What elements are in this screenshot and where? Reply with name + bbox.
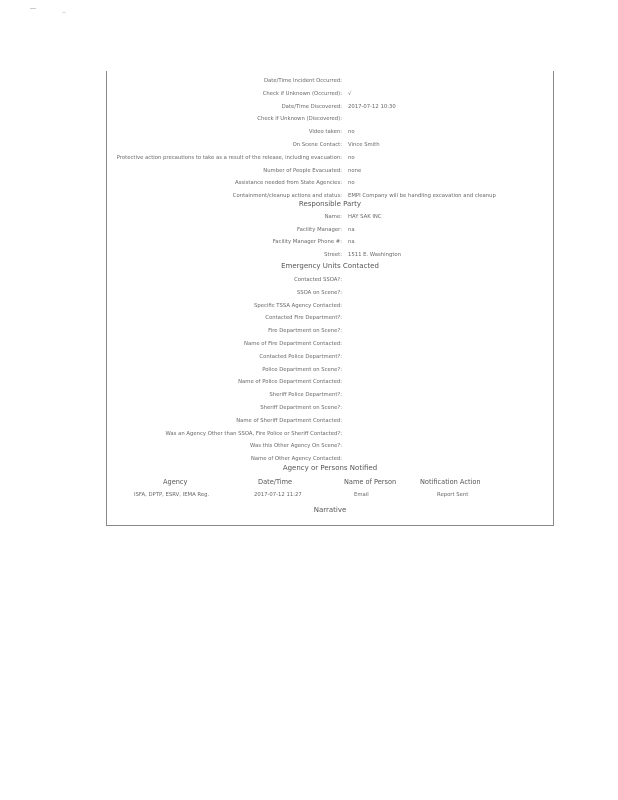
field-value: no [348,180,355,187]
field-value: 2017-07-12 10:30 [348,103,396,110]
field-label: Check if Unknown (Discovered): [257,116,342,123]
table-cell-datetime: 2017-07-12 11:27 [254,492,302,498]
table-cell-action: Report Sent [437,492,469,498]
form-row [0,440,618,452]
form-row [0,249,618,261]
field-label: Check if Unknown (Occurred): [262,90,342,97]
field-value: √ [348,90,352,97]
field-label: Date/Time Discovered: [281,103,342,110]
field-label: Name of Other Agency Contacted: [250,456,342,463]
field-label: Video taken: [308,129,342,136]
field-label: Sheriff Police Department?: [269,392,342,399]
form-row [0,139,618,151]
form-row [0,376,618,388]
field-value: HAY SAK INC [348,214,382,220]
field-label: Street: [324,251,342,258]
form-row [0,101,618,113]
field-label: Was an Agency Other than SSOA, Fire Police or Sheriff Contacted?: [165,430,342,437]
field-value: na [348,239,355,245]
field-label: Facility Manager Phone #: [272,239,342,245]
form-row [0,402,618,414]
field-label: Specific TSSA Agency Contacted: [253,302,342,309]
form-row [0,113,618,125]
column-header-agency: Agency [163,478,188,486]
field-label: Number of People Evacuated: [263,167,342,174]
field-value: no [348,154,355,161]
table-cell-person: Email [354,492,369,498]
field-label: Assistance needed from State Agencies: [235,180,342,187]
field-label: Police Department on Scene?: [262,366,342,373]
field-value: na [348,226,355,233]
field-label: Contacted Fire Department?: [265,315,342,322]
form-row [0,300,618,312]
field-value: EMPI Company will be handling excavation and cleanup [348,193,496,200]
field-label: Facility Manager: [297,226,342,233]
field-label: Contacted Police Department?: [259,353,342,360]
form-row [0,236,618,248]
form-row [0,389,618,401]
field-label: Contacted SSOA?: [294,277,342,283]
emergency-units-heading: Emergency Units Contacted [281,262,379,270]
field-label: Containment/cleanup actions and status: [232,193,342,200]
form-row [0,415,618,427]
column-header-action: Notification Action [420,478,481,486]
field-value: none [348,167,362,174]
form-row [0,88,618,100]
scan-mark [62,12,66,13]
form-row [0,312,618,324]
field-label: Was this Other Agency On Scene?: [250,443,342,450]
form-row [0,177,618,189]
form-row [0,211,618,223]
field-label: Name of Police Department Contacted: [238,379,342,386]
field-label: Date/Time Incident Occurred: [263,78,342,84]
field-value: 1511 E. Washington [348,251,402,258]
form-row [0,274,618,286]
form-row [0,428,618,440]
field-label: Name of Fire Department Contacted: [244,341,342,347]
form-row [0,351,618,363]
form-row [0,325,618,337]
form-row [0,165,618,177]
scan-mark [30,8,36,9]
field-label: On Scene Contact: [292,142,342,148]
form-row [0,287,618,299]
form-row [0,75,618,87]
field-label: Protective action precautions to take as a result of the release, including evacuation: [116,154,342,161]
field-label: SSOA on Scene?: [296,289,342,296]
column-header-datetime: Date/Time [258,478,293,486]
table-cell-agency: ISFA, DPTP, ESRV, IEMA Reg. [134,492,210,498]
column-header-person: Name of Person [344,478,397,486]
field-value: no [348,129,355,136]
field-value: Vince Smith [348,142,380,148]
form-row [0,364,618,376]
field-label: Fire Department on Scene?: [268,328,342,335]
field-label: Name of Sheriff Department Contacted: [236,417,342,424]
responsible-party-heading: Responsible Party [298,200,362,208]
form-row [0,126,618,138]
field-label: Sheriff Department on Scene?: [260,405,342,411]
field-label: Name: [324,214,342,220]
form-row [0,152,618,164]
agency-notified-heading: Agency or Persons Notified [282,464,378,472]
narrative-heading: Narrative [313,506,347,514]
form-row [0,224,618,236]
form-row [0,338,618,350]
